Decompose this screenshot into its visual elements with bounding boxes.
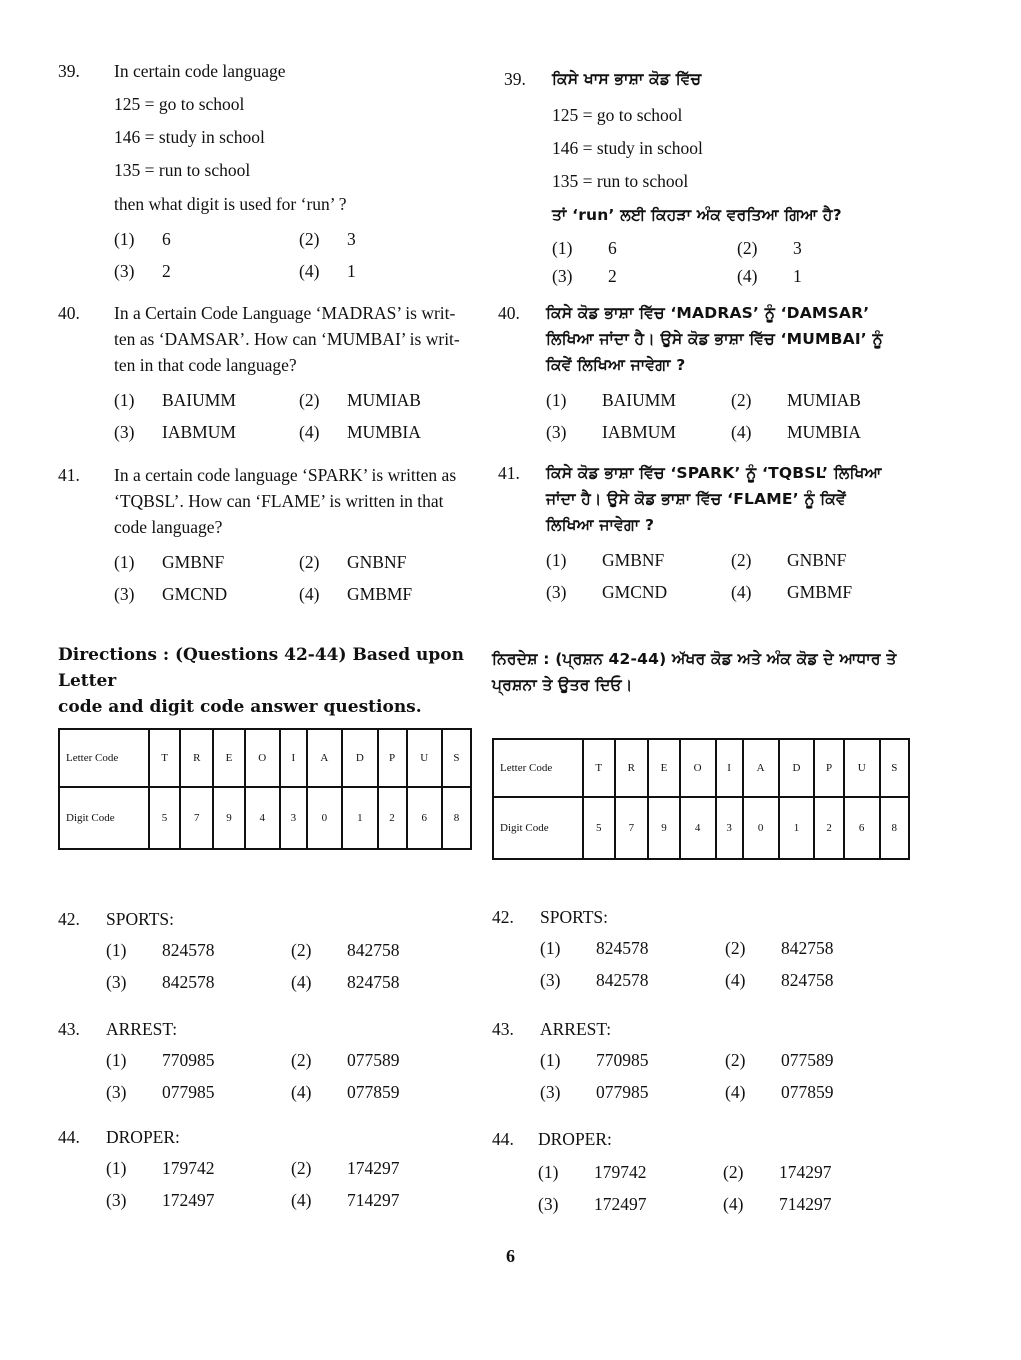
option-1[interactable] (114, 549, 299, 575)
option-text: 172497 (162, 1190, 215, 1210)
letter-cell: U (407, 729, 442, 787)
options (552, 234, 944, 290)
option-1[interactable] (546, 547, 731, 573)
options (540, 1044, 932, 1108)
option-number: (4) (291, 1190, 312, 1210)
option-text: 077985 (596, 1082, 649, 1102)
option-number: (3) (106, 972, 127, 992)
option-text: GMBNF (602, 550, 665, 570)
question-number: 42. (58, 909, 80, 929)
question-number: 43. (492, 1019, 514, 1039)
option-3[interactable] (546, 579, 731, 605)
option-2[interactable] (731, 547, 916, 573)
option-text: 172497 (594, 1194, 647, 1214)
letter-cell: T (583, 739, 615, 797)
question-text-line: 125 = go to school (552, 105, 683, 125)
question-number: 44. (58, 1127, 80, 1147)
digit-cell: 3 (716, 797, 743, 859)
question-40 (498, 300, 938, 448)
option-1[interactable] (106, 1047, 291, 1073)
option-text: GMBNF (162, 552, 225, 572)
option-text: 842758 (347, 940, 400, 960)
letter-cell: A (743, 739, 779, 797)
digit-code-row (493, 797, 909, 859)
question-43 (58, 1016, 498, 1108)
option-2[interactable] (291, 937, 476, 963)
option-2[interactable] (725, 935, 910, 961)
question-text-line: In certain code language (114, 61, 286, 81)
option-text: 174297 (347, 1158, 400, 1178)
options (106, 1152, 498, 1216)
option-text: GMBMF (347, 584, 413, 604)
option-number: (1) (540, 938, 561, 958)
question-text-line: DROPER: (538, 1129, 612, 1149)
option-3[interactable] (546, 419, 731, 445)
question-text-line: ten in that code language? (114, 355, 297, 375)
option-3[interactable] (538, 1191, 723, 1217)
option-2[interactable] (723, 1159, 908, 1185)
option-4[interactable] (291, 1187, 476, 1213)
option-number: (1) (552, 238, 573, 258)
digit-cell: 3 (280, 787, 307, 849)
option-number: (1) (114, 390, 135, 410)
question-39 (504, 66, 944, 290)
option-number: (1) (106, 1158, 127, 1178)
option-number: (1) (114, 229, 135, 249)
option-number: (2) (725, 1050, 746, 1070)
question-text-line: 146 = study in school (552, 138, 703, 158)
option-number: (3) (106, 1190, 127, 1210)
question-text-line: In a certain code language ‘SPARK’ is written as (114, 465, 457, 485)
option-2[interactable] (299, 387, 484, 413)
option-text: 077859 (347, 1082, 400, 1102)
question-39 (58, 58, 498, 287)
option-4[interactable] (731, 579, 916, 605)
option-text: 077589 (347, 1050, 400, 1070)
option-number: (2) (291, 1158, 312, 1178)
option-2[interactable] (737, 235, 922, 261)
option-number: (4) (299, 422, 320, 442)
option-2[interactable] (291, 1047, 476, 1073)
options (114, 223, 498, 287)
question-42 (58, 906, 498, 998)
option-text: BAIUMM (162, 390, 236, 410)
letter-code-row (59, 729, 471, 787)
directions-line: ਨਿਰਦੇਸ਼ : (ਪ੍ਰਸ਼ਨ 42-44) ਅੱਖਰ ਕੋਡ ਅਤੇ ਅੰਕ ਕੋਡ ਦੇ ਆਧਾਰ ਤੇ (492, 650, 897, 668)
option-number: (3) (540, 1082, 561, 1102)
digit-cell: 2 (814, 797, 843, 859)
option-4[interactable] (725, 967, 910, 993)
option-text: 824758 (347, 972, 400, 992)
question-text-line: ਲਿਖਿਆ ਜਾਂਦਾ ਹੈ। ਉਸੇ ਕੋਡ ਭਾਸ਼ਾ ਵਿੱਚ ‘MUMBAI’ ਨੂੰ (546, 330, 883, 348)
option-number: (2) (299, 229, 320, 249)
option-text: MUMIAB (347, 390, 421, 410)
question-text-line: ten as ‘DAMSAR’. How can ‘MUMBAI’ is writ- (114, 329, 460, 349)
question-text-line: 146 = study in school (114, 127, 265, 147)
digit-cell: 4 (245, 787, 280, 849)
question-text-line: ਜਾਂਦਾ ਹੈ। ਉਸੇ ਕੋਡ ਭਾਸ਼ਾ ਵਿੱਚ ‘FLAME’ ਨੂੰ ਕਿਵੇਂ (546, 490, 846, 508)
letter-cell: O (245, 729, 280, 787)
question-text-line: ਕਿਸੇ ਖਾਸ ਭਾਸ਼ਾ ਕੋਡ ਵਿੱਚ (552, 70, 702, 88)
option-1[interactable] (546, 387, 731, 413)
question-text-line: SPORTS: (106, 909, 175, 929)
question-number: 41. (498, 463, 520, 483)
option-text: 842578 (162, 972, 215, 992)
option-3[interactable] (106, 969, 291, 995)
option-4[interactable] (737, 263, 922, 289)
option-text: IABMUM (602, 422, 676, 442)
option-text: 179742 (162, 1158, 215, 1178)
option-4[interactable] (291, 1079, 476, 1105)
option-4[interactable] (299, 258, 484, 284)
option-2[interactable] (299, 226, 484, 252)
option-text: 842578 (596, 970, 649, 990)
question-41 (58, 462, 498, 610)
option-text: 2 (162, 261, 171, 281)
option-text: 824578 (596, 938, 649, 958)
letter-cell: P (814, 739, 843, 797)
option-number: (1) (106, 1050, 127, 1070)
row-label: Digit Code (59, 787, 149, 849)
option-number: (4) (725, 970, 746, 990)
digit-cell: 5 (583, 797, 615, 859)
option-number: (2) (299, 552, 320, 572)
option-text: 6 (162, 229, 171, 249)
question-number: 41. (58, 465, 80, 485)
option-number: (4) (737, 266, 758, 286)
option-text: GNBNF (347, 552, 407, 572)
question-42 (492, 904, 932, 996)
option-number: (2) (291, 1050, 312, 1070)
option-2[interactable] (731, 387, 916, 413)
option-text: 3 (793, 238, 802, 258)
letter-cell: I (280, 729, 307, 787)
option-number: (2) (725, 938, 746, 958)
option-number: (1) (114, 552, 135, 572)
letter-cell: O (680, 739, 716, 797)
row-label: Letter Code (493, 739, 583, 797)
letter-cell: S (442, 729, 471, 787)
question-40 (58, 300, 498, 448)
option-text: 714297 (347, 1190, 400, 1210)
digit-cell: 8 (880, 797, 909, 859)
option-number: (3) (114, 422, 135, 442)
question-number: 44. (492, 1129, 514, 1149)
letter-cell: U (844, 739, 880, 797)
letter-cell: A (307, 729, 342, 787)
option-text: 842758 (781, 938, 834, 958)
question-text-line: ‘TQBSL’. How can ‘FLAME’ is written in that (114, 491, 444, 511)
option-text: 770985 (162, 1050, 215, 1070)
question-text-line: DROPER: (106, 1127, 180, 1147)
question-number: 43. (58, 1019, 80, 1039)
option-1[interactable] (540, 1047, 725, 1073)
option-3[interactable] (540, 967, 725, 993)
options (106, 1044, 498, 1108)
page-number: 6 (506, 1246, 515, 1266)
option-text: MUMBIA (347, 422, 421, 442)
digit-cell: 7 (180, 787, 213, 849)
option-text: 3 (347, 229, 356, 249)
option-number: (4) (299, 584, 320, 604)
question-text-line: code language? (114, 517, 223, 537)
option-text: 1 (347, 261, 356, 281)
letter-cell: D (342, 729, 377, 787)
option-text: 174297 (779, 1162, 832, 1182)
letter-cell: R (180, 729, 213, 787)
options (540, 932, 932, 996)
digit-cell: 2 (378, 787, 407, 849)
digit-cell: 8 (442, 787, 471, 849)
option-number: (3) (540, 970, 561, 990)
option-number: (3) (114, 584, 135, 604)
option-text: IABMUM (162, 422, 236, 442)
digit-cell: 4 (680, 797, 716, 859)
option-text: 179742 (594, 1162, 647, 1182)
options (114, 546, 498, 610)
options (538, 1156, 932, 1220)
option-number: (4) (291, 1082, 312, 1102)
directions-line: Directions : (Questions 42-44) Based upon Letter (58, 645, 464, 691)
digit-cell: 1 (779, 797, 815, 859)
option-1[interactable] (538, 1159, 723, 1185)
option-text: 770985 (596, 1050, 649, 1070)
option-number: (1) (106, 940, 127, 960)
letter-cell: T (149, 729, 180, 787)
option-text: 824578 (162, 940, 215, 960)
question-text-line: then what digit is used for ‘run’ ? (114, 194, 347, 214)
directions-line: ਪ੍ਰਸ਼ਨਾ ਤੇ ਉਤਰ ਦਿਓ। (492, 676, 633, 694)
option-number: (3) (546, 582, 567, 602)
directions (58, 642, 488, 720)
option-text: 077589 (781, 1050, 834, 1070)
option-1[interactable] (106, 1155, 291, 1181)
option-number: (3) (106, 1082, 127, 1102)
option-number: (4) (291, 972, 312, 992)
options (546, 384, 938, 448)
options (114, 384, 498, 448)
digit-cell: 1 (342, 787, 377, 849)
question-number: 39. (58, 61, 80, 81)
option-text: MUMIAB (787, 390, 861, 410)
option-1[interactable] (106, 937, 291, 963)
question-44 (492, 1126, 932, 1220)
question-text-line: ਕਿਵੇਂ ਲਿਖਿਆ ਜਾਵੇਗਾ ? (546, 356, 686, 374)
letter-cell: D (779, 739, 815, 797)
option-1[interactable] (552, 235, 737, 261)
options (546, 544, 938, 608)
row-label: Digit Code (493, 797, 583, 859)
directions (492, 646, 922, 698)
question-text-line: In a Certain Code Language ‘MADRAS’ is writ- (114, 303, 456, 323)
option-4[interactable] (725, 1079, 910, 1105)
letter-cell: I (716, 739, 743, 797)
question-text-line: 135 = run to school (552, 171, 689, 191)
option-3[interactable] (106, 1187, 291, 1213)
option-number: (3) (114, 261, 135, 281)
digit-cell: 9 (648, 797, 680, 859)
option-3[interactable] (114, 419, 299, 445)
option-number: (2) (299, 390, 320, 410)
option-3[interactable] (106, 1079, 291, 1105)
option-number: (2) (737, 238, 758, 258)
option-2[interactable] (725, 1047, 910, 1073)
options (106, 934, 498, 998)
question-41 (498, 460, 938, 608)
option-3[interactable] (540, 1079, 725, 1105)
digit-cell: 7 (615, 797, 649, 859)
option-3[interactable] (114, 258, 299, 284)
option-number: (2) (723, 1162, 744, 1182)
option-1[interactable] (114, 387, 299, 413)
question-number: 42. (492, 907, 514, 927)
letter-cell: E (648, 739, 680, 797)
option-4[interactable] (731, 419, 916, 445)
option-number: (3) (538, 1194, 559, 1214)
option-3[interactable] (114, 581, 299, 607)
question-text-line: 135 = run to school (114, 160, 251, 180)
option-text: BAIUMM (602, 390, 676, 410)
digit-cell: 6 (407, 787, 442, 849)
option-number: (4) (723, 1194, 744, 1214)
option-3[interactable] (552, 263, 737, 289)
digit-cell: 0 (307, 787, 342, 849)
question-text-line: 125 = go to school (114, 94, 245, 114)
option-4[interactable] (299, 581, 484, 607)
letter-cell: R (615, 739, 649, 797)
option-text: MUMBIA (787, 422, 861, 442)
option-number: (1) (540, 1050, 561, 1070)
option-text: 714297 (779, 1194, 832, 1214)
question-number: 40. (498, 303, 520, 323)
question-number: 40. (58, 303, 80, 323)
option-text: GMCND (162, 584, 228, 604)
digit-cell: 0 (743, 797, 779, 859)
row-label: Letter Code (59, 729, 149, 787)
option-2[interactable] (291, 1155, 476, 1181)
option-number: (3) (552, 266, 573, 286)
option-4[interactable] (723, 1191, 908, 1217)
question-text-line: ਕਿਸੇ ਕੋਡ ਭਾਸ਼ਾ ਵਿੱਚ ‘SPARK’ ਨੂੰ ‘TQBSL’ ਲਿਖਿਆ (546, 464, 882, 482)
question-text-line: ਲਿਖਿਆ ਜਾਵੇਗਾ ? (546, 516, 655, 534)
option-1[interactable] (114, 226, 299, 252)
digit-cell: 5 (149, 787, 180, 849)
option-text: GMCND (602, 582, 668, 602)
option-text: 824758 (781, 970, 834, 990)
code-table (58, 728, 472, 850)
question-text-line: ARREST: (106, 1019, 178, 1039)
option-1[interactable] (540, 935, 725, 961)
option-2[interactable] (299, 549, 484, 575)
option-number: (2) (291, 940, 312, 960)
option-number: (3) (546, 422, 567, 442)
option-4[interactable] (299, 419, 484, 445)
option-number: (2) (731, 550, 752, 570)
option-text: 1 (793, 266, 802, 286)
option-text: GMBMF (787, 582, 853, 602)
digit-code-row (59, 787, 471, 849)
question-44 (58, 1124, 498, 1216)
option-number: (4) (731, 582, 752, 602)
digit-cell: 9 (213, 787, 244, 849)
letter-code-row (493, 739, 909, 797)
question-text-line: ARREST: (540, 1019, 612, 1039)
option-text: 6 (608, 238, 617, 258)
option-number: (1) (546, 550, 567, 570)
option-number: (4) (731, 422, 752, 442)
option-number: (4) (299, 261, 320, 281)
directions-line: code and digit code answer questions. (58, 697, 422, 717)
question-43 (492, 1016, 932, 1108)
option-4[interactable] (291, 969, 476, 995)
option-text: 077859 (781, 1082, 834, 1102)
option-number: (4) (725, 1082, 746, 1102)
option-number: (1) (546, 390, 567, 410)
code-table (492, 738, 910, 860)
option-text: 2 (608, 266, 617, 286)
digit-cell: 6 (844, 797, 880, 859)
option-number: (2) (731, 390, 752, 410)
letter-cell: P (378, 729, 407, 787)
question-number: 39. (504, 69, 526, 89)
letter-cell: S (880, 739, 909, 797)
question-text-line: SPORTS: (540, 907, 609, 927)
question-text-line: ਕਿਸੇ ਕੋਡ ਭਾਸ਼ਾ ਵਿੱਚ ‘MADRAS’ ਨੂੰ ‘DAMSAR’ (546, 304, 870, 322)
option-text: 077985 (162, 1082, 215, 1102)
option-text: GNBNF (787, 550, 847, 570)
letter-cell: E (213, 729, 244, 787)
option-number: (1) (538, 1162, 559, 1182)
question-text-line: ਤਾਂ ‘run’ ਲਈ ਕਿਹੜਾ ਅੰਕ ਵਰਤਿਆ ਗਿਆ ਹੈ? (552, 206, 842, 224)
